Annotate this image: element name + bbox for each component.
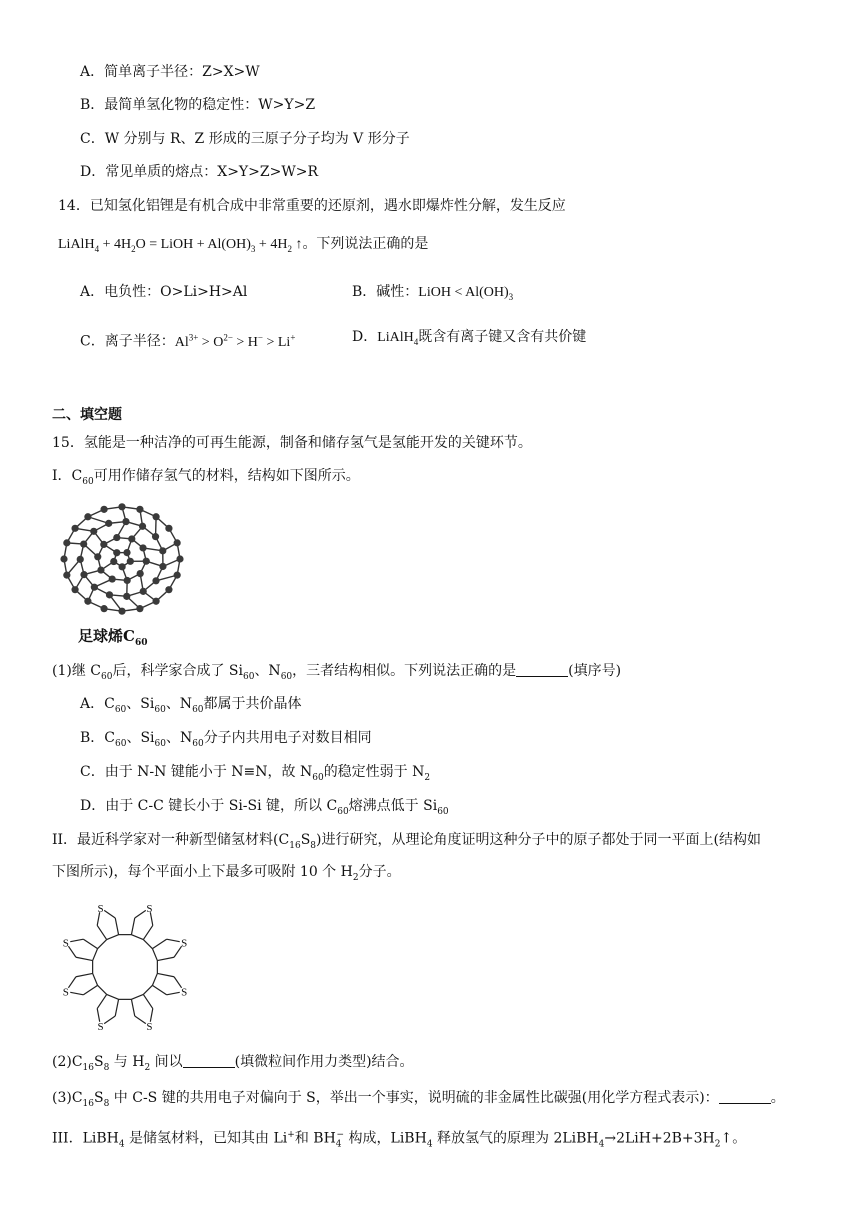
fullerene-atom [128,535,135,542]
fullerene-atom [152,598,159,605]
fullerene-atom [100,541,107,548]
c16s8-bond [107,935,119,940]
c16s8-bond [135,1016,146,1024]
c16s8-bond [152,939,166,948]
c16s8-bond [76,957,93,960]
fullerene-atom [152,533,159,540]
lialh4-equation: LiAlH$_4$ + $4H_2O$ = LiOH + $Al(OH)_3 + 4H_2$ ↑ [58,237,303,254]
fullerene-atom [77,556,84,563]
q2-a: (2)C [52,1054,83,1070]
part-iii-text: III．LiBH$_4$ 是储氢材料，已知其由 Li+和 $BH_4^-$ 构成，LiBH$_4$ 释放氢气的原理为 $2LiBH_4\to 2LiH+2B+3H_2↑$。 [52,1130,747,1150]
q13-option-d: D．常见单质的熔点：X>Y>Z>W>R [80,164,319,180]
fullerene-atom [109,575,116,582]
fullerene-atom [136,605,143,612]
fullerene-atom [124,577,131,584]
part-i-text: I．$C_{60}$可用作储存氢气的材料，结构如下图所示。 [52,468,360,487]
fullerene-atom [136,506,143,513]
fullerene-c60-figure [50,497,195,625]
q1-option-d: D．由于 C-C 键长小于 Si-Si 键，所以 $C_{60}$熔沸点低于 $Si_{60}$ [80,798,449,817]
sulfur-atom-label: S [181,986,188,999]
fullerene-atom [165,525,172,532]
fullerene-atom [139,544,146,551]
fullerene-atom [174,539,181,546]
part-i-prefix: I．C [52,468,83,484]
c16s8-bond [76,973,93,976]
q1-d-text: D．由于 C-C 键长小于 Si-Si 键，所以 C [80,798,338,814]
fullerene-atom [106,591,113,598]
q13-option-a: A．简单离子半径：Z>X>W [80,64,260,80]
q1-b-text: 分子内共用电子对数目相同 [203,730,372,746]
c16s8-bond [152,949,157,961]
fullerene-atom [174,572,181,579]
q2-c: 间以 [150,1054,183,1070]
fullerene-atom [63,539,70,546]
p3-a: III．LiBH [52,1130,119,1147]
c16s8-bond [70,939,83,941]
q1-b: 后，科学家合成了 Si [112,663,243,679]
part-i-rest: 可用作储存氢气的材料，结构如下图所示。 [93,468,360,484]
c16s8-bond [97,994,106,1008]
c16s8-bond [68,977,76,988]
fullerene-atom [165,586,172,593]
q1-a: (1)继 C [52,663,101,679]
fullerene-atom [122,518,129,525]
c16s8-structure-figure [55,895,195,1037]
c16s8-bond [68,946,76,957]
fullerene-atom [84,513,91,520]
part-ii-line2: 下图所示)，每个平面小上下最多可吸附 10 个 $H_2$分子。 [52,864,401,883]
c16s8-bond [98,940,107,949]
c16s8-bond [93,973,98,985]
sulfur-atom-label: S [62,937,69,950]
answer-blank-1[interactable] [516,662,568,677]
fullerene-atom [152,513,159,520]
q1-c: 、N [254,663,281,679]
ionic-radius-expr: $Al^{3+} > O^{2-} > H^- > Li^+$ [174,332,296,350]
option-b-label: B．碱性： [352,284,419,300]
c16s8-bond [131,918,134,935]
q1-c-text2: 的稳定性弱于 N [323,764,425,780]
caption-text: 足球烯C [78,627,135,645]
fullerene-atom [118,608,125,615]
sulfur-atom-label: S [146,902,153,915]
c16s8-bond [83,985,97,994]
fullerene-atom [113,549,120,556]
c16s8-bond [93,949,98,961]
c16s8-bond [152,985,166,994]
p3-f: →2LiH+2B+3H [604,1130,715,1147]
sulfur-atom-label: S [181,937,188,950]
c16s8-bond [98,985,107,994]
q1-d: ，三者结构相似。下列说法正确的是 [292,663,517,679]
c16s8-bond [115,918,118,935]
q1-d-text2: 熔沸点低于 Si [348,798,438,814]
q1-a-text: 都属于共价晶体 [203,696,302,712]
caption-sub: 60 [134,638,148,648]
answer-blank-3[interactable] [719,1089,771,1104]
q13-option-c: C．W 分别与 R、Z 形成的三原子分子均为 V 形分子 [80,131,410,147]
sulfur-atom-label: S [97,1021,104,1034]
fullerene-caption [78,626,147,653]
fullerene-atom [80,571,87,578]
fullerene-atom [100,506,107,513]
c16s8-bond [115,999,118,1016]
q2-stem: $(2)C_{16}S_8$ 与 $H_2$ 间以 (填微粒间作用力类型)结合。 [52,1054,414,1073]
p3-c: 和 BH [294,1130,336,1147]
c16s8-bond [143,940,152,949]
fullerene-atom [127,558,134,565]
fullerene-atom [159,547,166,554]
c16s8-bond [83,939,97,948]
fullerene-atom [80,540,87,547]
c16s8-bond [97,925,106,939]
q1-e: (填序号) [568,663,622,679]
c16s8-bond [167,939,180,941]
sulfur-atom-label: S [62,986,69,999]
fullerene-atom [137,570,144,577]
c16s8-bond [157,957,174,960]
q3-b: 中 C-S 键的共用电子对偏向于 S，举出一个事实，说明硫的非金属性比碳强(用化学方程式表示)： [109,1090,719,1106]
fullerene-atom [140,588,147,595]
equation-tail: 。下列说法正确的是 [302,236,429,252]
c16s8-bond [143,994,152,1008]
q1-option-c: C．由于 N-N 键能小于 N≡N，故 $N_{60}$的稳定性弱于 $N_2$ [80,764,431,783]
p3-g: ↑。 [720,1130,747,1147]
q14-equation [58,234,428,259]
option-d-text: 既含有离子键又含有共价键 [418,329,587,345]
q3-a: (3)C [52,1090,83,1106]
fullerene-atom [105,520,112,527]
c16s8-bond [143,985,152,994]
c16s8-bond [143,925,152,939]
fullerene-atom [84,598,91,605]
c16s8-bond [167,992,180,994]
p3-d: 构成，LiBH [344,1130,427,1147]
c16s8-bond [104,1016,115,1024]
fullerene-atom [71,586,78,593]
sulfur-atom-label: S [97,902,104,915]
q3-stem: $(3)C_{16}S_8$ 中 C-S 键的共用电子对偏向于 S，举出一个事实，说明硫的非金属性比碳强(用化学方程式表示)： 。 [52,1090,785,1109]
c16s8-bond [131,994,143,999]
p2-b: )进行研究，从理论角度证明这种分子中的原子都处于同一平面上(结构如 [316,832,761,848]
fullerene-atom [90,528,97,535]
c16s8-bond [150,1009,152,1022]
fullerene-atom [110,558,117,565]
c16s8-bond [104,910,115,918]
fullerene-atom [63,572,70,579]
section-title: 二、填空题 [52,407,122,423]
option-d-label: D． [352,329,378,345]
fullerene-atom [60,555,67,562]
c16s8-bond [135,910,146,918]
fullerene-atom [152,577,159,584]
c16s8-bond [157,973,174,976]
c16s8-bond [107,994,119,999]
q1-stem: (1)继 $C_{60}$后，科学家合成了 $Si_{60}$、$N_{60}$，三者结构相似。下列说法正确的是 (填序号) [52,663,622,682]
c16s8-bond [131,935,143,940]
q1-option-b: B．$C_{60}$、$Si_{60}$、$N_{60}$分子内共用电子对数目相同 [80,730,372,749]
fullerene-atom [97,566,104,573]
q1-option-a: A．$C_{60}$、$Si_{60}$、$N_{60}$都属于共价晶体 [80,696,302,715]
q14-option-a: A．电负性：O>Li>H>Al [80,284,248,300]
q14-option-b [352,282,513,307]
c16s8-bond [70,992,83,994]
c16s8-bond [152,973,157,985]
option-c-label: C．离子半径： [80,333,175,350]
q14-option-d [352,327,586,352]
q13-option-b: B．最简单氢化物的稳定性：W>Y>Z [80,97,316,113]
q14-option-c [80,327,295,353]
fullerene-atom [123,549,130,556]
part-ii-line1: II．最近科学家对一种新型储氢材料$(C_{16}S_8)$进行研究，从理论角度证明这种分子中的原子都处于同一平面上(结构如 [52,832,761,851]
q14-stem: 14．已知氢化铝锂是有机合成中非常重要的还原剂，遇水即爆炸性分解，发生反应 [58,198,566,214]
p3-e: 释放氢气的原理为 2LiBH [432,1130,599,1147]
p2-c: 下图所示)，每个平面小上下最多可吸附 10 个 H [52,864,353,880]
fullerene-atom [94,553,101,560]
fullerene-atom [176,555,183,562]
p3-b: 是储氢材料，已知其由 Li [124,1130,288,1147]
fullerene-atom [123,593,130,600]
fullerene-atom [119,563,126,570]
fullerene-atom [91,584,98,591]
fullerene-atom [100,605,107,612]
p2-d: 分子。 [358,864,401,880]
q1-c-text: C．由于 N-N 键能小于 N≡N，故 N [80,764,313,780]
fullerene-atom [159,563,166,570]
c16s8-bond [97,1009,99,1022]
fullerene-atom [118,503,125,510]
basicity-expr: LiOH < $Al(OH)_3$ [418,285,514,302]
q2-d: (填微粒间作用力类型)结合。 [234,1054,414,1070]
lialh4-formula: LiAlH$_4$ [377,330,419,347]
c16s8-bond [131,999,134,1016]
fullerene-atom [139,523,146,530]
answer-blank-2[interactable] [183,1053,235,1068]
p2-a: II．最近科学家对一种新型储氢材料(C [52,832,290,848]
fullerene-atom [143,558,150,565]
q2-b: 与 H [109,1054,145,1070]
q3-c: 。 [770,1090,785,1106]
fullerene-atom [71,525,78,532]
q15-stem: 15．氢能是一种洁净的可再生能源，制备和储存氢气是氢能开发的关键环节。 [52,435,532,451]
fullerene-atom [113,534,120,541]
sulfur-atom-label: S [146,1021,153,1034]
